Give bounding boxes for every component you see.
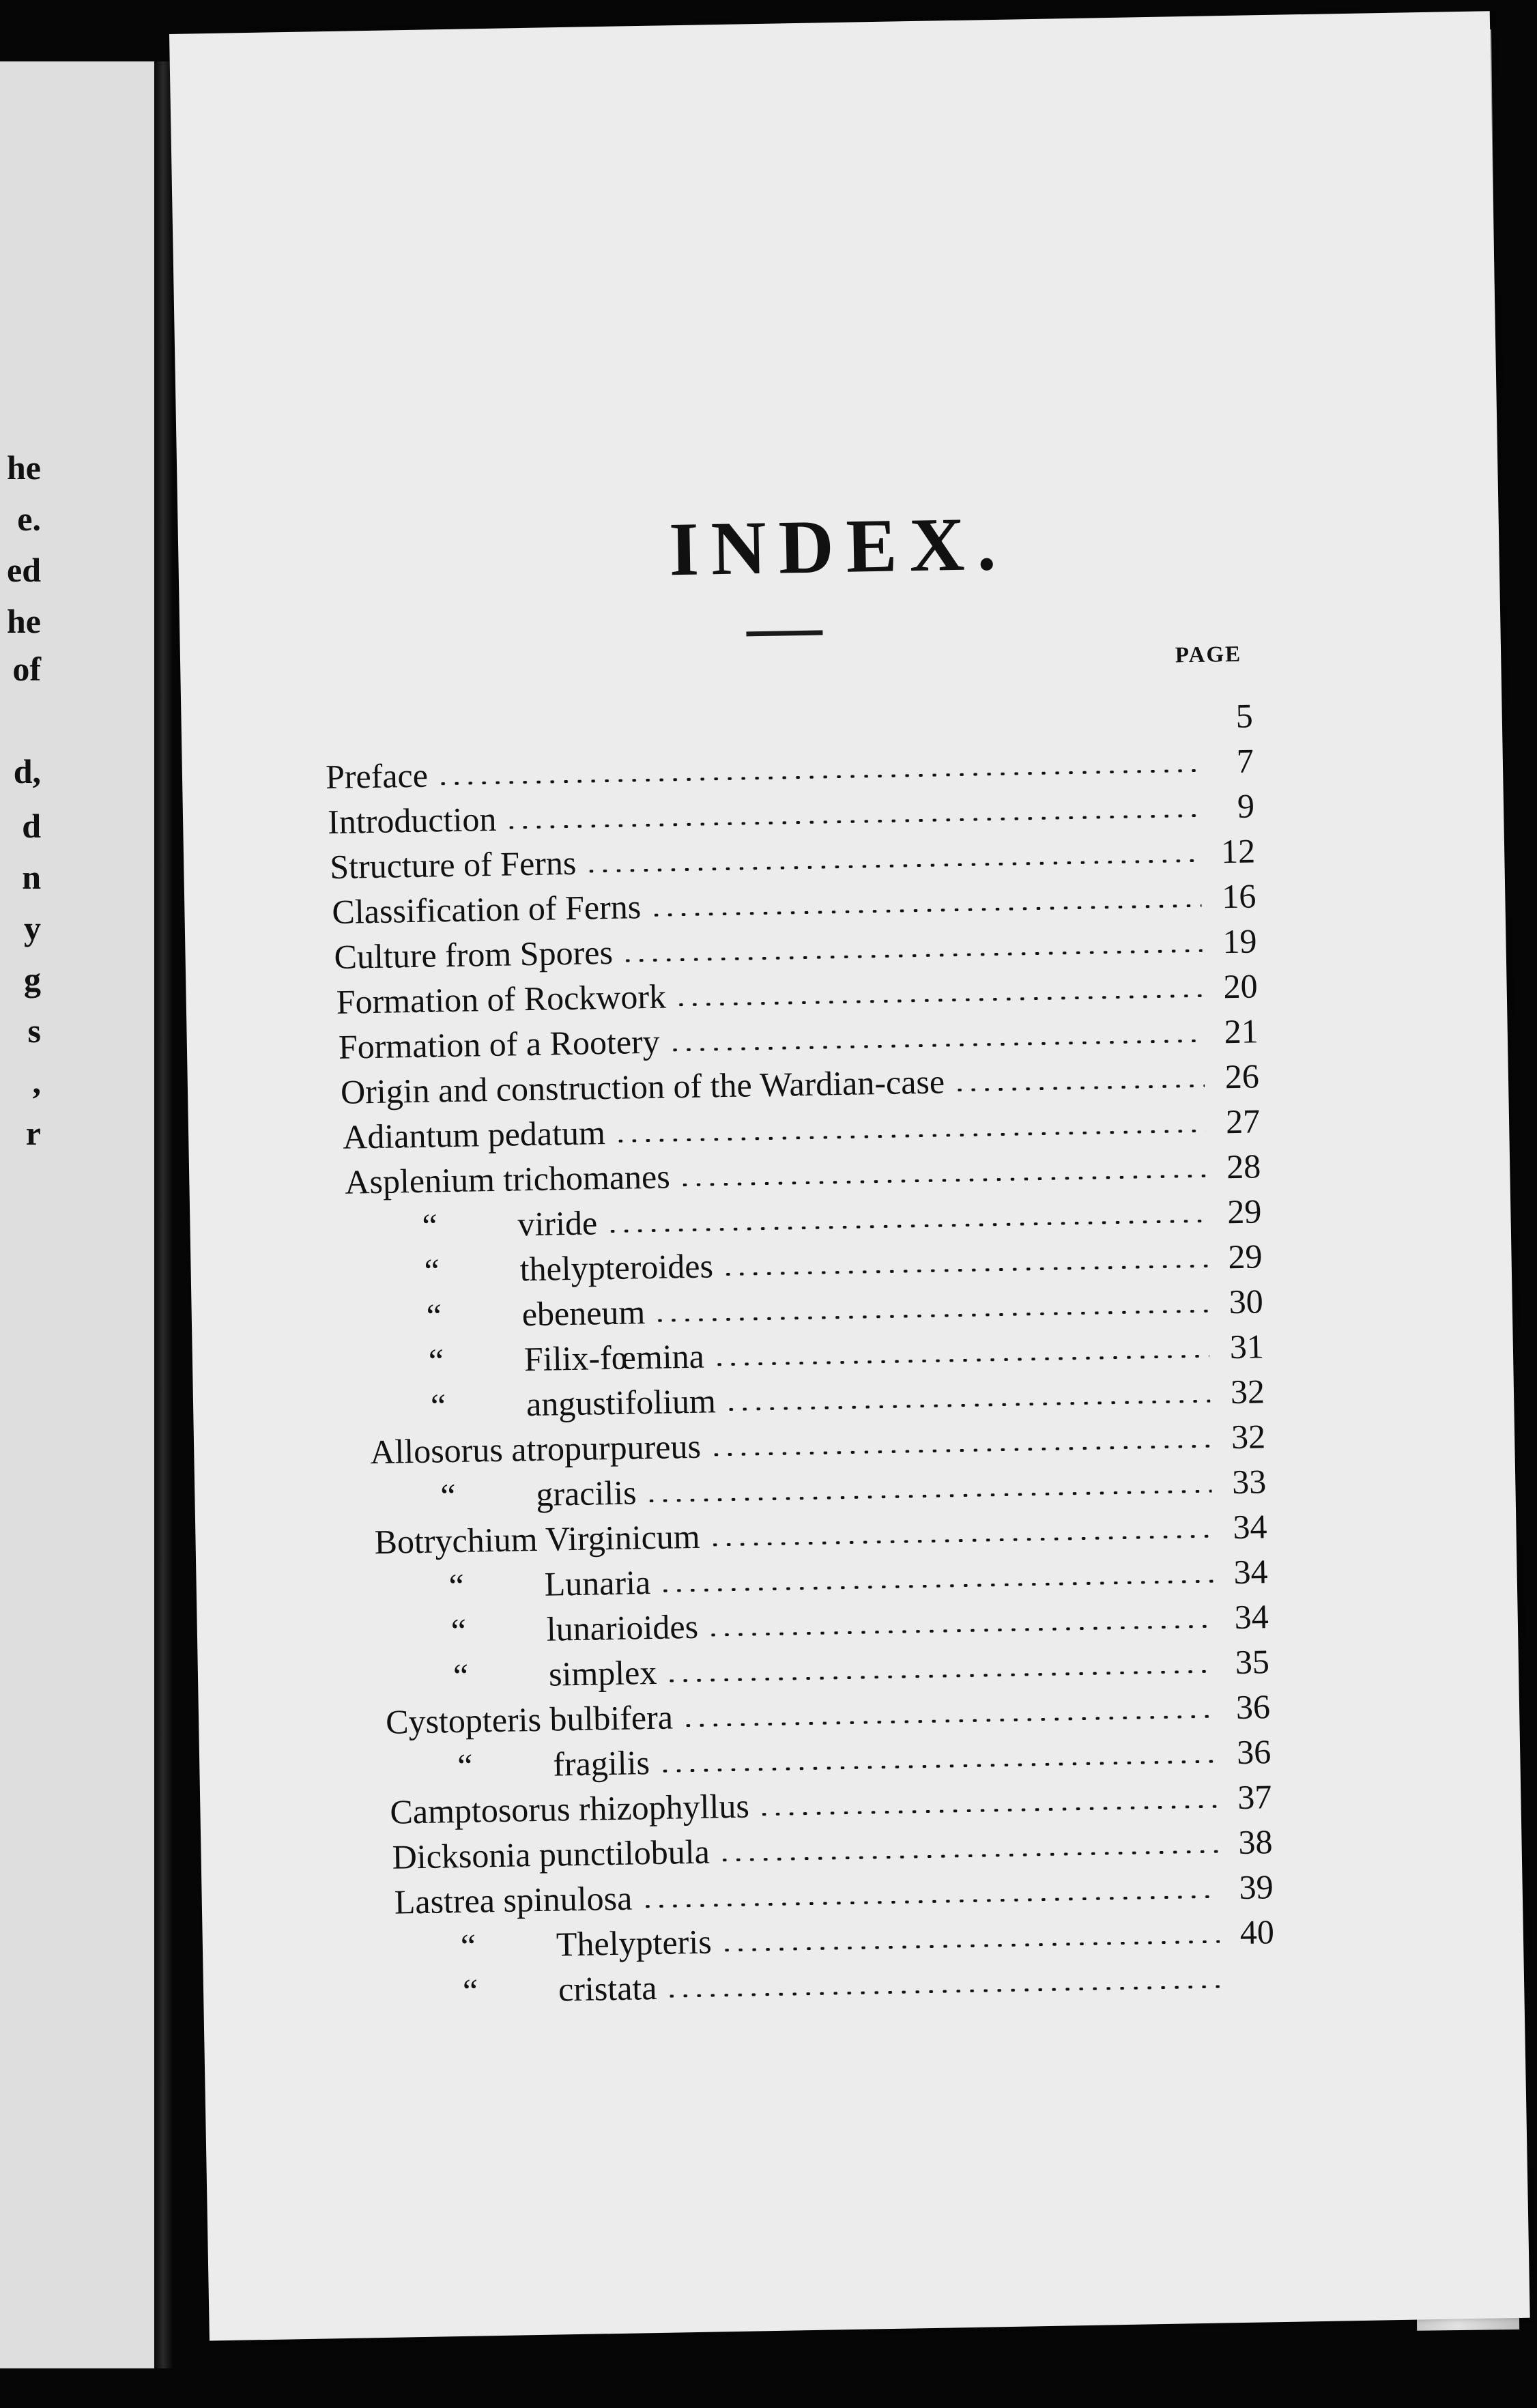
entry-title: gracilis: [535, 1473, 637, 1513]
entry-title: Culture from Spores: [334, 932, 614, 976]
ditto-mark: “: [440, 1476, 457, 1515]
title-rule: [746, 630, 822, 636]
entry-page-number: 32: [1230, 1372, 1265, 1411]
entry-page-number: 33: [1231, 1462, 1267, 1502]
entry-title: lunarioides: [546, 1607, 699, 1648]
dot-leader: [721, 1265, 1208, 1276]
entry-page-number: 37: [1237, 1777, 1272, 1817]
book-spine: [154, 61, 172, 2368]
entry-page-number: 29: [1226, 1192, 1262, 1231]
dot-leader: [713, 1355, 1209, 1366]
dot-leader: [681, 1715, 1216, 1728]
smudge-mark: [713, 276, 754, 325]
entry-title: cristata: [558, 1968, 657, 2009]
entry-title: Cystopteris bulbifera: [385, 1697, 674, 1741]
dot-leader: [724, 1400, 1210, 1411]
left-page-fragment: ed: [7, 551, 41, 589]
entry-page-number: 39: [1239, 1867, 1274, 1907]
entry-title: fragilis: [552, 1743, 650, 1783]
ditto-mark: “: [450, 1611, 467, 1650]
ditto-mark: “: [426, 1296, 442, 1335]
entry-title: Formation of Rockwork: [336, 977, 667, 1021]
entry-title: Allosorus atropurpureus: [369, 1427, 702, 1472]
entry-title: Classification of Ferns: [331, 887, 642, 932]
ditto-mark: “: [448, 1566, 465, 1605]
left-page: [0, 61, 160, 2368]
ditto-mark: “: [462, 1971, 478, 2010]
dot-leader: [708, 1535, 1213, 1547]
entry-page-number: 20: [1223, 966, 1259, 1006]
left-page-fragment: he: [7, 602, 41, 640]
entry-page-number: 16: [1221, 876, 1256, 916]
entry-page-number: 27: [1225, 1102, 1261, 1141]
entry-title: Filix-fœmina: [523, 1336, 705, 1379]
dot-leader: [720, 1940, 1220, 1952]
entry-title: Camptosorus rhizophyllus: [390, 1786, 750, 1831]
entry-title: Botrychium Virginicum: [374, 1517, 701, 1562]
entry-title: Dicksonia punctilobula: [392, 1832, 710, 1876]
page-column-label: PAGE: [1175, 642, 1242, 668]
entry-page-number: 21: [1224, 1012, 1259, 1051]
entry-title: angustifolium: [526, 1381, 717, 1424]
ditto-mark: “: [457, 1746, 474, 1786]
ditto-mark: “: [424, 1251, 440, 1290]
entry-page-number: 38: [1237, 1822, 1273, 1862]
left-page-fragment: e.: [17, 500, 41, 538]
left-page-fragment: ,: [32, 1063, 41, 1101]
entry-page-number: 29: [1228, 1237, 1263, 1276]
entry-page-number: 36: [1236, 1732, 1272, 1772]
entry-page-number: 19: [1222, 921, 1257, 961]
ditto-mark: “: [428, 1341, 444, 1380]
entry-page-number: 9: [1237, 786, 1255, 825]
entry-page-number: 35: [1235, 1642, 1270, 1682]
dot-leader: [665, 1986, 1221, 1998]
entry-title: thelypteroides: [519, 1246, 714, 1289]
entry-page-number: 12: [1220, 831, 1256, 871]
entry-title: simplex: [548, 1652, 657, 1693]
dot-leader: [758, 1805, 1218, 1816]
left-page-fragment: he: [7, 448, 41, 487]
index-entries: [324, 687, 1275, 2009]
page-title: INDEX.: [668, 501, 1009, 592]
entry-page-number: 7: [1236, 741, 1254, 780]
entry-title: Lunaria: [544, 1563, 651, 1603]
left-page-fragment: s: [27, 1012, 41, 1050]
entry-title: Introduction: [327, 799, 497, 842]
left-page-text-fragments: [0, 61, 160, 2368]
left-page-fragment: g: [24, 960, 41, 999]
dot-leader: [709, 1445, 1211, 1457]
entry-page-number: 30: [1229, 1282, 1264, 1321]
entry-page-number: 40: [1239, 1912, 1275, 1952]
entry-title: Adiantum pedatum: [342, 1113, 606, 1156]
dot-leader: [674, 994, 1203, 1007]
entry-page-number: 34: [1232, 1507, 1267, 1547]
left-page-fragment: r: [25, 1114, 41, 1152]
entry-page-number: 26: [1224, 1057, 1260, 1096]
entry-title: Origin and construction of the Wardian-case: [340, 1062, 945, 1111]
entry-title: ebeneum: [521, 1293, 646, 1334]
entry-title: Thelypteris: [556, 1922, 713, 1964]
left-page-fragment: d: [22, 807, 41, 845]
entry-page-number: 32: [1231, 1417, 1266, 1457]
dot-leader: [953, 1085, 1205, 1091]
dot-leader: [678, 1175, 1207, 1187]
left-page-fragment: d,: [13, 752, 41, 790]
entry-title: Preface: [325, 756, 429, 797]
entry-title: Lastrea spinulosa: [394, 1878, 633, 1921]
entry-page-number: 31: [1229, 1327, 1265, 1366]
entry-page-number: 28: [1226, 1147, 1261, 1186]
entry-title: Structure of Ferns: [329, 843, 577, 887]
left-page-fragment: y: [24, 909, 41, 947]
left-page-fragment: of: [12, 650, 41, 688]
index-page: [169, 11, 1530, 2340]
ditto-mark: “: [422, 1206, 438, 1245]
entry-page-number: 36: [1235, 1687, 1271, 1727]
dot-leader: [706, 1625, 1214, 1637]
ditto-mark: “: [453, 1656, 469, 1695]
ditto-mark: “: [430, 1386, 446, 1425]
left-page-fragment: n: [22, 858, 41, 896]
entry-page-number: 5: [1235, 696, 1254, 735]
dot-leader: [718, 1850, 1218, 1862]
entry-title: Formation of a Rootery: [338, 1022, 661, 1066]
ditto-mark: “: [460, 1926, 476, 1965]
entry-page-number: 34: [1234, 1597, 1269, 1637]
entry-title: viride: [517, 1203, 598, 1244]
entry-page-number: 34: [1233, 1552, 1269, 1592]
entry-title: Asplenium trichomanes: [344, 1157, 671, 1201]
